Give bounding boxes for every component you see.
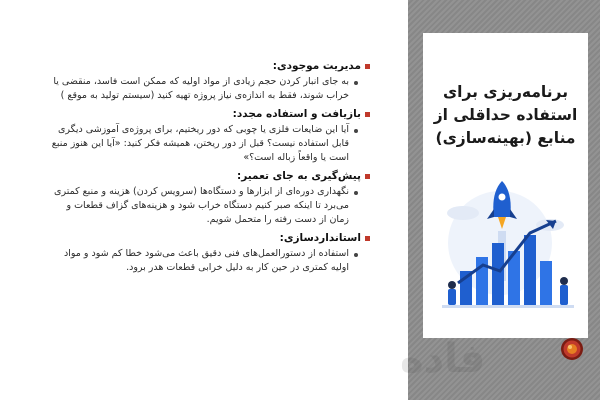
- section-heading: بازیافت و استفاده مجدد:: [232, 108, 361, 120]
- red-circle-ornament-icon: [560, 337, 584, 361]
- dot-bullet-icon: [354, 129, 358, 133]
- section-body-row: [45, 75, 370, 103]
- square-bullet-icon: [365, 64, 370, 69]
- content-area: [45, 60, 370, 280]
- dot-bullet-icon: [354, 81, 358, 85]
- section-heading-row: [45, 170, 370, 182]
- section-heading-row: [45, 60, 370, 72]
- section-body-row: [45, 247, 370, 275]
- square-bullet-icon: [365, 174, 370, 179]
- section-heading: استانداردسازی:: [279, 232, 361, 244]
- dot-bullet-icon: [354, 191, 358, 195]
- section-inventory: [45, 60, 370, 103]
- square-bullet-icon: [365, 112, 370, 117]
- section-heading: پیش‌گیری به جای تعمیر:: [237, 170, 361, 182]
- section-body: نگهداری دوره‌ای از ابزارها و دستگاه‌ها (سرویس کردن) هزینه و منبع کمتری می‌برد تا اینکه صبر کنیم دستگاه خراب شود و هزینه‌های گزاف قطعات و زمان از دست رفته را متحمل شویم.: [54, 186, 349, 225]
- section-body-row: [45, 123, 370, 165]
- watermark-logo: فاده: [400, 336, 486, 382]
- section-body: به جای انبار کردن حجم زیادی از مواد اولیه که ممکن است فاسد، منقضی یا خراب شوند، فقط به اندازه‌ی نیاز پروژه تهیه کنید (سیستم تولید به موقع ): [53, 76, 349, 101]
- title-card: [423, 33, 588, 338]
- section-heading: مدیریت موجودی:: [272, 60, 361, 72]
- section-body: استفاده از دستورالعمل‌های فنی دقیق باعث می‌شود خطا کم شود و مواد اولیه کمتری در حین کار به دلیل خرابی قطعات هدر برود.: [64, 248, 349, 273]
- square-bullet-icon: [365, 236, 370, 241]
- dot-bullet-icon: [354, 253, 358, 257]
- section-standardization: [45, 232, 370, 275]
- section-prevention: [45, 170, 370, 227]
- section-body-row: [45, 185, 370, 227]
- section-heading-row: [45, 232, 370, 244]
- section-body: آیا این ضایعات فلزی یا چوبی که دور ریختیم، برای پروژه‌ی آموزشی دیگری قابل استفاده نیست؟ قبل از دور ریختن، همیشه فکر کنید: «آیا این هنوز منبع است یا واقعاً زباله است؟»: [51, 124, 349, 163]
- rocket-bar-chart-illustration-icon: [438, 173, 578, 318]
- section-heading-row: [45, 108, 370, 120]
- section-recycle: [45, 108, 370, 165]
- slide-title: برنامه‌ریزی برای استفاده حداقلی از منابع (بهینه‌سازی): [433, 83, 578, 147]
